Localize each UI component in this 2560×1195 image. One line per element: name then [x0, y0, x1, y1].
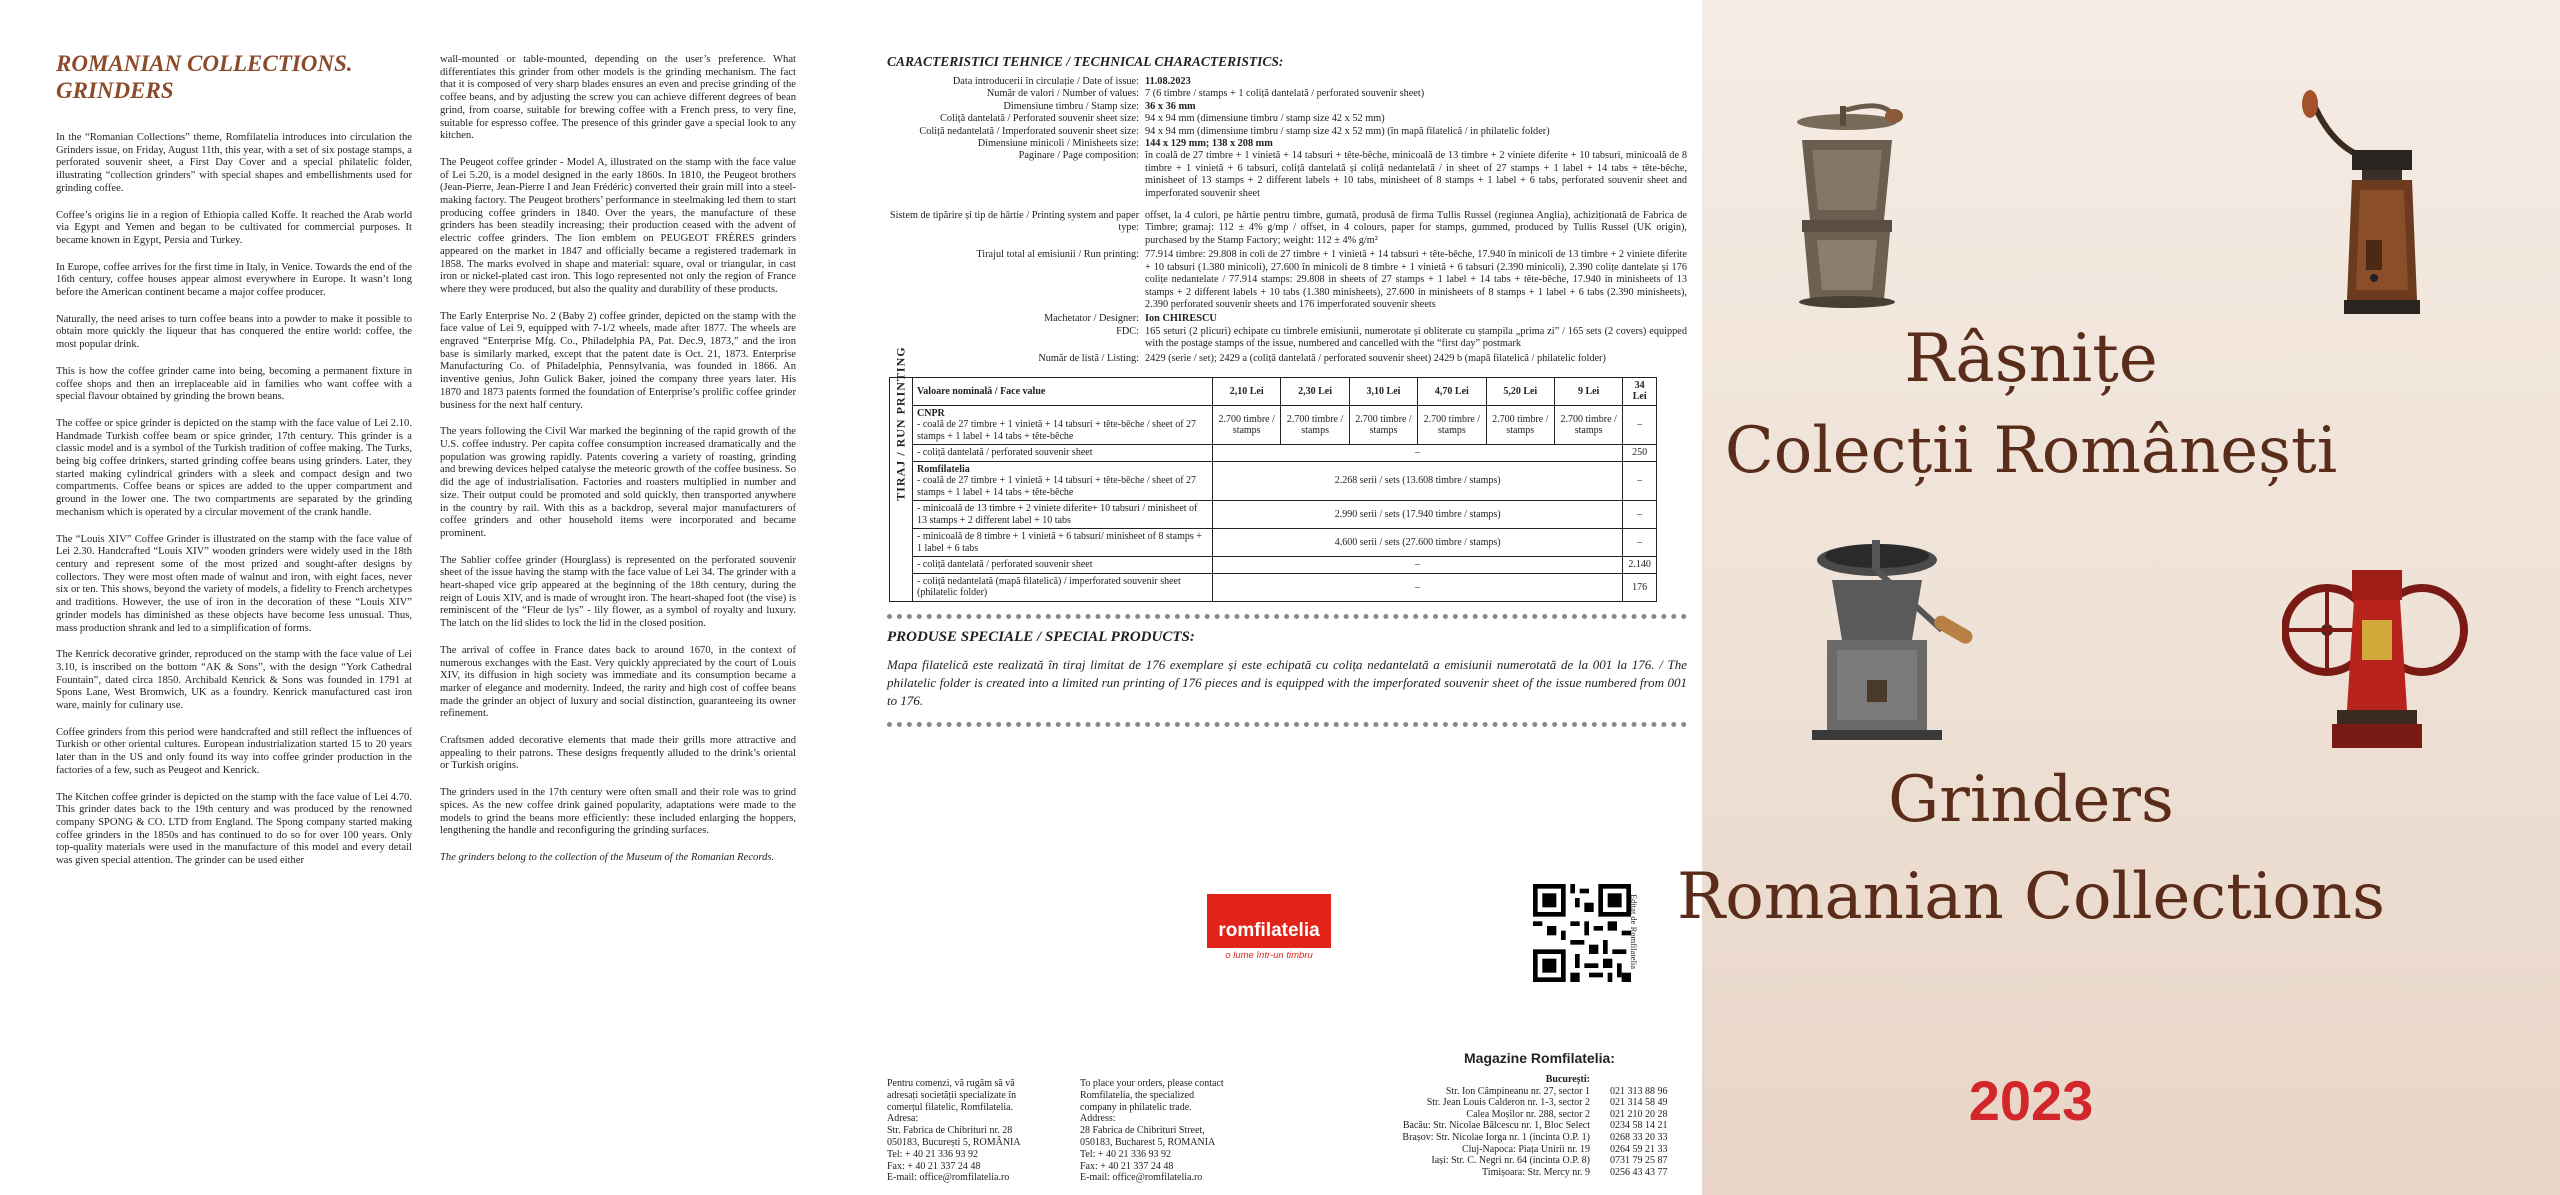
column-header: 3,10 Lei — [1349, 377, 1417, 405]
tech-key: Paginare / Page composition: — [1018, 150, 1139, 162]
tech-row — [887, 101, 1687, 113]
article-column-1 — [56, 50, 412, 1195]
store-city: București: — [1545, 1074, 1590, 1085]
tech-row — [887, 249, 1687, 311]
tech-key: Număr de listă / Listing: — [1038, 352, 1139, 364]
tech-value: 94 x 94 mm (dimensiune timbru / stamp size 42 x 52 mm) — [1145, 113, 1385, 125]
paragraph: The arrival of coffee in France dates back to around 1670, in the context of numerous exchanges with the East. Very quickly appreciated by the court of Louis XIV, its diffusion in high society was immediate and its consumption became a marker of elegance and modernity. Indeed, the rarity and high cost of coffee beans made the grinder an object of luxury and social distinction, guaranteeing its owner refinement. — [440, 644, 796, 720]
list-item: Cluj-Napoca: Piața Unirii nr. 19 0264 59 21 33 — [1461, 1143, 1668, 1155]
row-label: CNPR - coală de 27 timbre + 1 vinietă + 14 tabsuri + tête-bêche / sheet of 27 stamps + 1 label + 14 tabs + tête-bêche — [913, 405, 1213, 445]
table-row — [890, 573, 1657, 601]
article-column-2 — [440, 54, 796, 1195]
tech-value: 36 x 36 mm — [1145, 100, 1196, 112]
column-header: Valoare nominală / Face value — [913, 377, 1213, 405]
paragraph: In Europe, coffee arrives for the first time in Italy, in Venice. Towards the end of the 16th century, coffee houses appear almost everywhere in Europe. It wasn’t long before the American continent became a major coffee producer. — [56, 261, 412, 299]
table-cell: 4.600 serii / sets (27.600 timbre / stamps) — [1213, 529, 1623, 557]
tech-value: 11.08.2023 — [1145, 76, 1191, 87]
paragraph: The years following the Civil War marked the beginning of the rapid growth of the U.S. coffee industry. Per capita coffee consumption increased dramatically and the population was growing rapidly. Patents covering a variety of roasting, grinding and brewing devices helped catalyse the meteoric growth of the coffee business. So did the age of industrialisation. Factories and roasters multiplied in number and size. Their output could be promoted and sold quickly, then transported anywhere in the country by rail. With this as a backdrop, several major manufacturers of coffee grinders and other household items were incorporated and became prominent. — [440, 426, 796, 539]
tech-value: 94 x 94 mm (dimensiune timbru / stamp size 42 x 52 mm) (în mapă filatelică / in philatelic folder) — [1145, 125, 1550, 137]
logo-wordmark: romfilatelia — [1207, 894, 1331, 948]
coffee-grinder-icon — [2282, 540, 2472, 755]
paragraph: Coffee grinders from this period were handcrafted and still reflect the influences of Turkish or other oriental cultures. European industrialization started 15 to 20 years later than in the US and only found its way into coffee grinder production in the factories of a few, such as Peugeot and Kenrick. — [56, 726, 412, 776]
table-row — [890, 445, 1657, 462]
romfilatelia-logo — [1207, 894, 1331, 960]
tech-row — [887, 88, 1687, 100]
cover-title-ro-2: Colecții Românești — [1724, 414, 2338, 488]
tech-row — [887, 326, 1687, 351]
paragraph: Naturally, the need arises to turn coffee beans into a powder to make it possible to obtain more quickly the liqueur that has conquered the entire world: coffee, the most popular drink. — [56, 313, 412, 351]
coffee-grinder-icon — [1792, 530, 1982, 745]
paragraph: The grinders used in the 17th century were often small and their role was to grind spices. As the new coffee drink gained popularity, adaptations were made to the models to grind the beans more efficiently: these included enlarging the hoppers, lengthening the handle and reconfiguring the grinding surfaces. — [440, 787, 796, 837]
paragraph: Craftsmen added decorative elements that made their grills more attractive and appealing to their patrons. These designs frequently alluded to the drink’s oriental or Turkish origins. — [440, 735, 796, 772]
tech-value: în coală de 27 timbre + 1 vinietă + 14 tabsuri + tête-bêche, minicoală de 13 timbre + 2 viniete diferite + 10 tabsuri, minicoală de 8 timbre + 1 vinietă + 6 tabsuri, coliță dantelată și coliță nedantelată / in sheet of 27 stamps + 1 label + 14 tabs + tête-bêche, minisheet of 13 stamps + 2 different labels + 10 tabs, minisheet of 8 stamps + 1 label + 6 tabs, perforated souvenir sheet and imperforated souvenir sheet — [1145, 150, 1687, 199]
paragraph: The Peugeot coffee grinder - Model A, illustrated on the stamp with the face value of Lei 5.20, is a model designed in the early 1860s. In 1810, the Peugeot brothers (Jean-Pierre, Jean-Pierre I and Jean Frédéric) converted their grain mill into a steel-making factory. The Peugeot brothers’ performance in steelmaking led them to start producing coffee grinders in 1840. Over the years, the manufacture of these grinders has been steadily increasing; their production ceased with the advent of electric coffee grinders. The lion emblem on PEUGEOT FRÈRES grinders appeared on the market in 1847 and officially became a registered trademark in 1858. The marks evolved in shape and material: square, oval or triangular, in cast iron or nickel-plated cast iron. This logo represented not only the region of France where they were produced, but also the quality and durability of these products. — [440, 156, 796, 295]
table-cell: – — [1623, 405, 1657, 445]
column-header: 2,30 Lei — [1281, 377, 1349, 405]
contact-en: To place your orders, please contact Romfilatelia, the specialized company in philatelic trade. Address: 28 Fabrica de Chibrituri Street, 050183, Bucharest 5, ROMANIA Tel: + 40 21 336 93 92 Fax: + 40 21 337 24 48 E-mail: office@romfilatelia.ro — [1080, 1078, 1224, 1184]
article-title: ROMANIAN COLLECTIONS. GRINDERS — [56, 51, 353, 103]
table-cell: 2.700 timbre / stamps — [1486, 405, 1554, 445]
list-item: Calea Moșilor nr. 288, sector 2 021 210 20 28 — [1466, 1108, 1668, 1120]
table-cell: – — [1213, 573, 1623, 601]
paragraph: In the “Romanian Collections” theme, Romfilatelia introduces into circulation the Grinders issue, on Friday, August 11th, this year, with a set of six postage stamps, a perforated souvenir sheet, a First Day Cover and a special philatelic folder, illustrating “collection grinders” with special shapes and embellishments used for grinding coffee. — [56, 132, 412, 194]
tech-key: Coliță nedantelată / Imperforated souvenir sheet size: — [919, 125, 1139, 137]
tech-row — [887, 353, 1687, 365]
row-label: - coliță dantelată / perforated souvenir sheet — [913, 445, 1213, 462]
column-header: 4,70 Lei — [1418, 377, 1486, 405]
table-cell: 2.700 timbre / stamps — [1281, 405, 1349, 445]
table-cell: 2.700 timbre / stamps — [1554, 405, 1622, 445]
tech-value: 77.914 timbre: 29.808 in coli de 27 timbre + 1 vinietă + 14 tabsuri + tête-bêche, 17.940 în minicoli de 13 timbre + 2 viniete diferite + 10 tabsuri (1.380 minicoli), 27.600 în minicoli de 8 timbre + 1 vinietă + 6 tabsuri (2.390 minicoli), 2.390 colițe dantelate și 176 colițe nedantelate / 77.914 stamps: 29.808 in sheets of 27 stamps + 1 label + 14 tabs + tête-bêche, 17.940 in minisheets of 13 stamps + 2 different labels + 10 tabs (1.380 minisheets), 27.600 in minisheets of 8 stamps + 1 label + 6 tabs (2.390 minisheets), 2.390 perforated souvenir sheets and 176 imperforated souvenir sheets — [1145, 249, 1687, 310]
cover-title-ro-1: Râșnițe — [1904, 320, 2158, 397]
column-header: 9 Lei — [1554, 377, 1622, 405]
tech-row — [887, 150, 1687, 200]
tech-value: 2429 (serie / set); 2429 a (coliță dantelată / perforated souvenir sheet) 2429 b (mapă filatelică / philatelic folder) — [1145, 352, 1606, 364]
tech-value: 7 (6 timbre / stamps + 1 coliță dantelată / perforated souvenir sheet) — [1145, 88, 1425, 100]
table-cell: – — [1623, 529, 1657, 557]
column-header: 34 Lei — [1623, 377, 1657, 405]
technical-column — [887, 54, 1687, 1195]
coffee-grinder-icon — [2282, 90, 2442, 325]
table-cell: 2.700 timbre / stamps — [1349, 405, 1417, 445]
tech-key: Dimensiune minicoli / Minisheets size: — [977, 138, 1139, 150]
paragraph: The grinders belong to the collection of the Museum of the Romanian Records. — [440, 851, 775, 863]
table-row — [890, 461, 1657, 501]
paragraph: The Early Enterprise No. 2 (Baby 2) coffee grinder, depicted on the stamp with the face value of Lei 9, equipped with 7-1/2 wheels, made after 1877. The wheels are engraved “Enterprise Mfg. Co., Philadelphia PA, Pat. Dec.9, 1873,” and the iron base is similarly marked, except that the patent date is Oct. 21, 1873. Enterprise Manufacturing Co. of Philadelphia, Pennsylvania, was founded in 1866. An inventive genius, John Gulick Baker, joined the company three years later. His 1870 and 1873 patents formed the foundation of Enterprise’s prolific coffee grinder business for the next half century. — [440, 310, 796, 411]
tech-key: Sistem de tipărire și tip de hârtie / Printing system and paper type: — [889, 210, 1139, 234]
tech-title: CARACTERISTICI TEHNICE / TECHNICAL CHARACTERISTICS: — [887, 54, 1284, 69]
table-row — [890, 529, 1657, 557]
paragraph: The coffee or spice grinder is depicted on the stamp with the face value of Lei 2.10. Handmade Turkish coffee beam or spice grinder, 17th century. This grinder is a classic model and is a symbol of the Turkish tradition of coffee making. The Turks, being big coffee drinkers, started grinding coffee beans using grinders. Later, they started making cylindrical grinders with a sleek and compact design and two compartments. Coffee beans or spices are added to the upper compartment and ground in the lower one. The two compartments are separated by the grinding mechanism which is operated by a circular movement of the crank handle. — [56, 417, 412, 518]
table-cell: 250 — [1623, 445, 1657, 462]
tech-value: Ion CHIRESCU — [1145, 313, 1217, 325]
special-products-title: PRODUSE SPECIALE / SPECIAL PRODUCTS: — [887, 628, 1195, 645]
table-row — [890, 405, 1657, 445]
table-cell: 2.140 — [1623, 557, 1657, 574]
table-cell: 2.700 timbre / stamps — [1418, 405, 1486, 445]
row-label: - coliță nedantelată (mapă filatelică) / imperforated souvenir sheet (philatelic folder) — [913, 573, 1213, 601]
tech-row — [887, 313, 1687, 325]
side-label: TIRAJ / RUN PRINTING — [890, 377, 913, 601]
row-label: - minicoală de 13 timbre + 2 viniete diferite+ 10 tabsuri / minisheet of 13 stamps + 2 different label + 10 tabs — [913, 501, 1213, 529]
list-item: Brașov: Str. Nicolae Iorga nr. 1 (incinta O.P. 1) 0268 33 20 33 — [1402, 1131, 1668, 1143]
cover-year: 2023 — [1968, 1069, 2094, 1132]
tech-row — [887, 113, 1687, 125]
list-item: Bacău: Str. Nicolae Bălcescu nr. 1, Bloc Select 0234 58 14 21 — [1402, 1120, 1668, 1132]
cover-title-en-1: Grinders — [1888, 763, 2174, 837]
list-item: Str. Ion Câmpineanu nr. 27, sector 1 021 313 88 96 — [1445, 1085, 1668, 1097]
paragraph: This is how the coffee grinder came into being, becoming a permanent fixture in coffee shops and then an irreplaceable aid in families who want coffee with a special flavour obtained by grinding the brown beans. — [56, 365, 412, 403]
list-item: Timișoara: Str. Mercy nr. 9 0256 43 43 77 — [1482, 1166, 1668, 1178]
row-label: - coliță dantelată / perforated souvenir sheet — [913, 557, 1213, 574]
table-cell: – — [1623, 461, 1657, 501]
paragraph: The Sablier coffee grinder (Hourglass) is represented on the perforated souvenir sheet of the issue having the stamp with the face value of Lei 34. The grinder with a heart-shaped vice grip appeared at the beginning of the 18th century, during the reign of Louis XIV, and is made of wrought iron. The heart-shaped foot (the vise) is reminiscent of the “Fleur de lys” - lily flower, as a symbol of royalty and luxury. The latch on the lid slides to lock the lid in the closed position. — [440, 554, 796, 630]
stores-title: Magazine Romfilatelia: — [1464, 1050, 1615, 1066]
tech-key: Data introducerii în circulație / Date of issue: — [952, 76, 1139, 87]
column-header: 2,10 Lei — [1213, 377, 1281, 405]
row-label: - minicoală de 8 timbre + 1 vinietă + 6 tabsuri/ minisheet of 8 stamps + 1 label + 6 tabs — [913, 529, 1213, 557]
tech-rows — [887, 76, 1687, 365]
table-cell: 176 — [1623, 573, 1657, 601]
tech-value: 165 seturi (2 plicuri) echipate cu timbrele emisiunii, numerotate și obliterate cu ștampila „prima zi” / 165 sets (2 covers) equipped with the postage stamps of the issue, numbered and cancelled with the “first day” postmark — [1145, 325, 1687, 350]
list-item: Iași: Str. C. Negri nr. 64 (incinta O.P. 8) 0731 79 25 87 — [1431, 1155, 1668, 1167]
table-cell: 2.990 serii / sets (17.940 timbre / stamps) — [1213, 501, 1623, 529]
paragraph: The Kitchen coffee grinder is depicted on the stamp with the face value of Lei 4.70. This grinder dates back to the 19th century and was produced by the renowned company SPONG & CO. LTD from England. The Spong company started making coffee grinders in the 1850s and has continued to do so for over 100 years. Only top-quality materials were used in the manufacture of this model and every detail was given special attention. The grinder can be used either — [56, 791, 412, 867]
table-header-row — [890, 377, 1657, 405]
paragraph: wall-mounted or table-mounted, depending on the user’s preference. What differentiates this grinder from other models is the grinding mechanism. The fact that it is composed of very sharp blades ensures an even and precise grinding of the coffee beans, and by adjusting the screw you can achieve different degrees of bean grind, from coarse, suitable for brewing coffee with a French press, to very fine, suitable for espresso coffee. The presence of this grinder gave a special look to any kitchen. — [440, 54, 796, 142]
tech-row — [887, 210, 1687, 247]
table-cell: 2.268 serii / sets (13.608 timbre / stamps) — [1213, 461, 1623, 501]
tech-key: Dimensiune timbru / Stamp size: — [1003, 100, 1139, 112]
tech-value: 144 x 129 mm; 138 x 208 mm — [1145, 138, 1273, 150]
column-header: 5,20 Lei — [1486, 377, 1554, 405]
tech-key: FDC: — [1116, 325, 1139, 337]
tech-value: offset, la 4 culori, pe hârtie pentru timbre, gumată, produsă de firma Tullis Russel (regiunea Anglia), achiziționată de Fabrica de Timbre; gramaj: 112 ± 4% g/mp / offset, in 4 colours, paper for stamps, gummed, produced by Tullis Russel (UK origin), purchased by the Stamp Factory; weight: 112 ± 4% g/m² — [1145, 210, 1687, 246]
logo-tagline: o lume într-un timbru — [1225, 950, 1313, 961]
tech-key: Tirajul total al emisiunii / Run printing: — [976, 249, 1139, 261]
table-cell: – — [1213, 557, 1623, 574]
cover-panel — [1677, 0, 2560, 1195]
list-item: Str. Jean Louis Calderon nr. 1-3, sector 2 021 314 58 49 — [1426, 1097, 1668, 1109]
contact-ro: Pentru comenzi, vă rugăm să vă adresați societății specializate în comerțul filatelic, Romfilatelia. Adresa: Str. Fabrica de Chibrituri nr. 28 050183, București 5, ROMÂNIA Tel: + 40 21 336 93 92 Fax: + 40 21 337 24 48 E-mail: office@romfilatelia.ro — [887, 1078, 1021, 1184]
tech-row — [887, 138, 1687, 150]
dotted-divider — [887, 722, 1687, 727]
tech-row — [887, 76, 1687, 88]
table-row — [890, 501, 1657, 529]
tech-row — [887, 126, 1687, 138]
dotted-divider — [887, 614, 1687, 619]
paragraph: Coffee’s origins lie in a region of Ethiopia called Koffe. It reached the Arab world via Egypt and Yemen and began to be cultivated for commercial purposes. It became known in Egypt, Persia and Turkey. — [56, 209, 412, 246]
special-products-text: Mapa filatelică este realizată în tiraj limitat de 176 exemplare și este echipată cu colița nedantelată a emisiunii numerotată de la 001 la 176. / The philatelic folder is created into a limited run printing of 176 pieces and is equipped with the imperforated souvenir sheet of the issue numbered from 001 to 176. — [887, 656, 1687, 708]
table-cell: 2.700 timbre / stamps — [1213, 405, 1281, 445]
table-cell: – — [1623, 501, 1657, 529]
tech-key: Coliță dantelată / Perforated souvenir sheet size: — [939, 113, 1139, 125]
editor-note: Editat de Romfilatelia — [1629, 894, 1639, 970]
row-label: Romfilatelia - coală de 27 timbre + 1 vinietă + 14 tabsuri + tête-bêche / sheet of 27 stamps + 1 label + 14 tabs + tête-bêche — [913, 461, 1213, 501]
paragraph: The “Louis XIV” Coffee Grinder is illustrated on the stamp with the face value of Lei 2.30. Handcrafted “Louis XIV” wooden grinders were widely used in the 18th century and represent some of the most prized and sought-after designs by collectors. They were most often made of walnut and iron, with eight faces, never six or ten. This shows, beyond the variety of models, a fidelity to French archetypes and traditions. However, the use of iron in the decoration of these “Louis XIV” grinder models has diminished as these objects have become less unusual. Thus, mass production shrank and led to a simplification of forms. — [56, 533, 412, 634]
cover-title-en-2: Romanian Collections — [1677, 860, 2385, 934]
table-row — [890, 557, 1657, 574]
coffee-grinder-icon — [1772, 100, 1922, 310]
tech-key: Număr de valori / Number of values: — [986, 88, 1139, 100]
paragraph: The Kenrick decorative grinder, reproduced on the stamp with the face value of Lei 3.10, is inscribed on the bottom “AK & Sons”, with the design “York Cathedral Fountain”, dated circa 1850. Archibald Kenrick & Sons was founded in 1791 at Spons Lane, West Bromwich, UK as a foundry. Kenrick manufactured cast iron ware, mainly for culinary use. — [56, 649, 412, 712]
tech-key: Machetator / Designer: — [1044, 313, 1139, 325]
table-cell: – — [1213, 445, 1623, 462]
